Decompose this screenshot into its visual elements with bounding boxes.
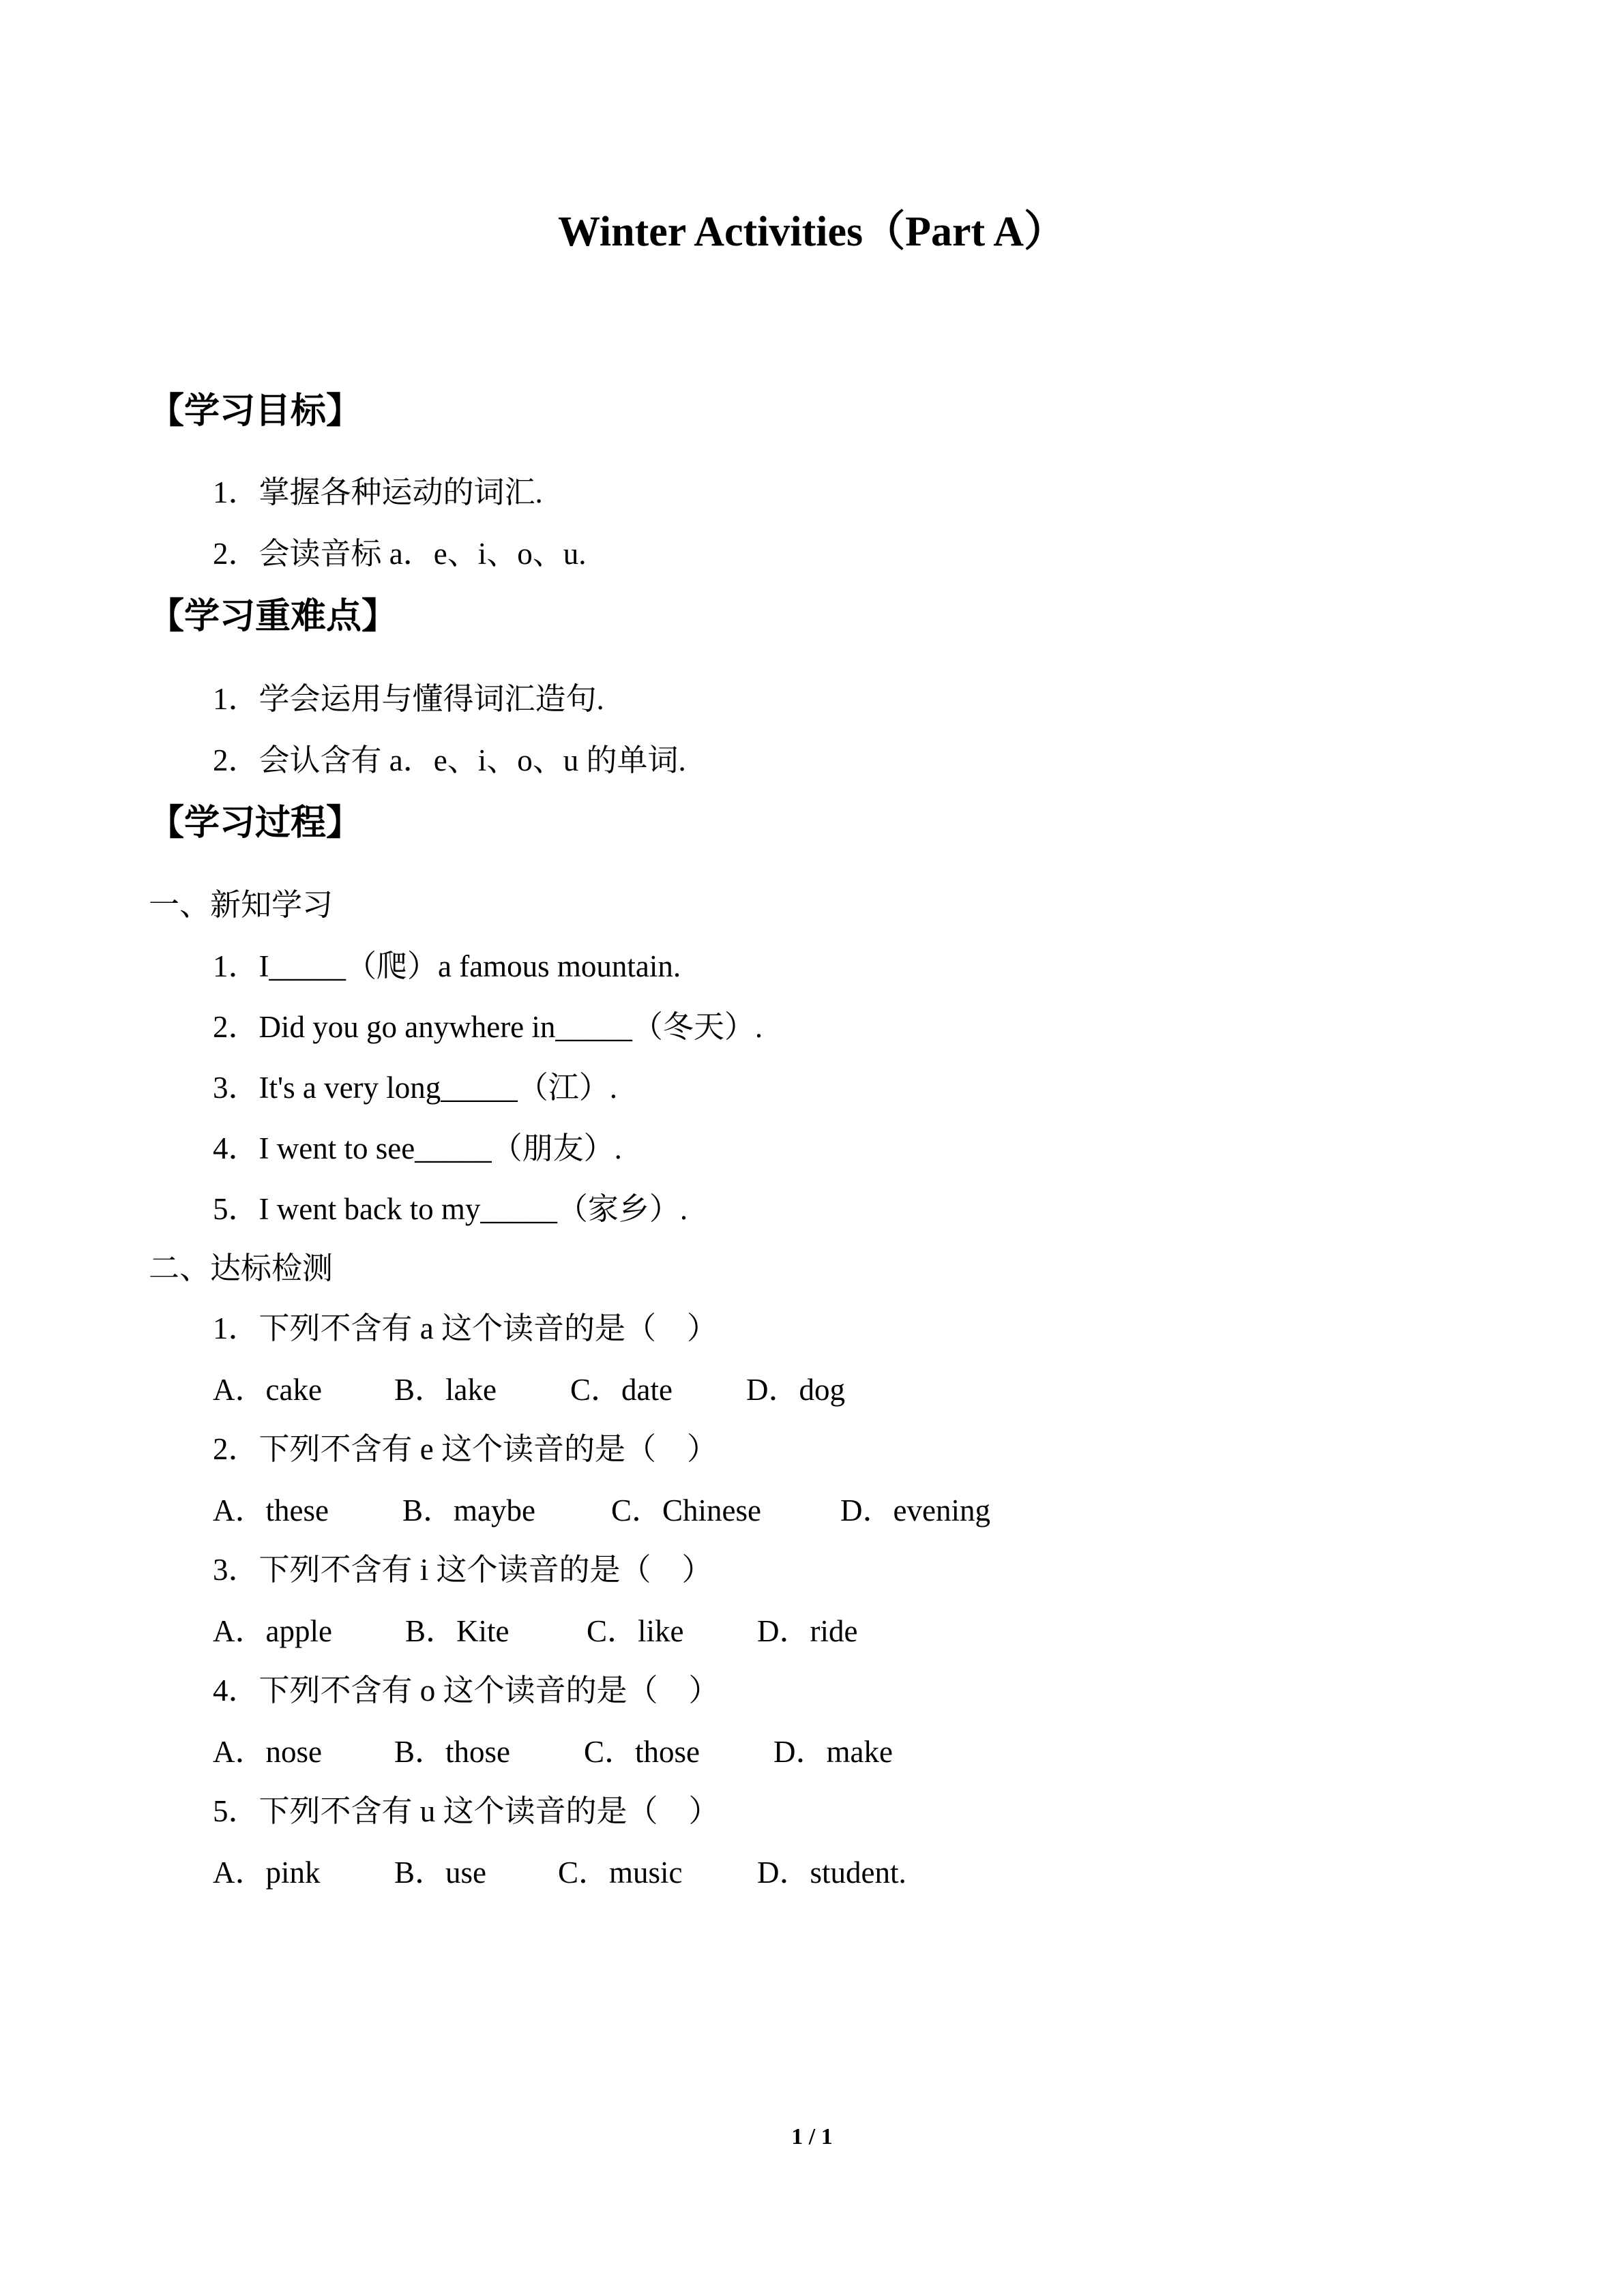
option-d: D．student. bbox=[757, 1855, 906, 1890]
option-a: A．cake bbox=[213, 1373, 322, 1407]
question-4: 4．下列不含有 o 这个读音的是（ ） bbox=[213, 1673, 720, 1708]
option-b: B．use bbox=[394, 1855, 487, 1890]
option-c: C．those bbox=[584, 1735, 700, 1769]
question-2: 2．下列不含有 e 这个读音的是（ ） bbox=[213, 1432, 718, 1466]
fill-item-4: 4．I went to see_____（朋友）. bbox=[213, 1131, 622, 1165]
page-title: Winter Activities（Part A） bbox=[557, 209, 1067, 255]
goal-item-2: 2．会读音标 a．e、i、o、u. bbox=[213, 537, 587, 571]
fill-item-5: 5．I went back to my_____（家乡）. bbox=[213, 1192, 688, 1226]
option-d: D．make bbox=[773, 1735, 893, 1769]
options-row-1 bbox=[213, 1369, 845, 1410]
option-d: D．ride bbox=[757, 1614, 858, 1648]
question-1: 1．下列不含有 a 这个读音的是（ ） bbox=[213, 1311, 718, 1345]
option-c: C．like bbox=[587, 1614, 684, 1648]
option-c: C．date bbox=[570, 1373, 673, 1407]
heading-process: 【学习过程】 bbox=[149, 803, 362, 844]
question-5: 5．下列不含有 u 这个读音的是（ ） bbox=[213, 1794, 720, 1828]
goal-item-1: 1．掌握各种运动的词汇. bbox=[213, 475, 543, 509]
option-b: B．lake bbox=[394, 1373, 497, 1407]
heading-goals: 【学习目标】 bbox=[149, 391, 362, 432]
option-a: A．these bbox=[213, 1493, 329, 1527]
option-a: A．nose bbox=[213, 1735, 322, 1769]
option-a: A．apple bbox=[213, 1614, 332, 1648]
section-new-knowledge: 一、新知学习 bbox=[149, 888, 334, 922]
option-a: A．pink bbox=[213, 1855, 321, 1890]
option-d: D．dog bbox=[746, 1373, 845, 1407]
fill-item-1: 1．I_____（爬）a famous mountain. bbox=[213, 949, 681, 983]
section-test: 二、达标检测 bbox=[149, 1251, 334, 1285]
option-b: B．maybe bbox=[402, 1493, 535, 1527]
options-row-5 bbox=[213, 1852, 906, 1893]
options-row-3 bbox=[213, 1611, 857, 1652]
option-c: C．music bbox=[558, 1855, 683, 1890]
option-b: B．those bbox=[394, 1735, 511, 1769]
options-row-2 bbox=[213, 1490, 990, 1531]
option-b: B．Kite bbox=[405, 1614, 510, 1648]
question-3: 3．下列不含有 i 这个读音的是（ ） bbox=[213, 1553, 713, 1587]
option-d: D．evening bbox=[840, 1493, 990, 1527]
fill-item-3: 3．It's a very long_____（江）. bbox=[213, 1071, 618, 1105]
page-number: 1 / 1 bbox=[791, 2124, 833, 2149]
key-point-item-1: 1．学会运用与懂得词汇造句. bbox=[213, 682, 604, 716]
key-point-item-2: 2．会认含有 a．e、i、o、u 的单词. bbox=[213, 743, 686, 777]
heading-key-points: 【学习重难点】 bbox=[149, 596, 398, 637]
options-row-4 bbox=[213, 1731, 893, 1772]
option-c: C．Chinese bbox=[611, 1493, 761, 1527]
fill-item-2: 2．Did you go anywhere in_____（冬天）. bbox=[213, 1010, 763, 1044]
